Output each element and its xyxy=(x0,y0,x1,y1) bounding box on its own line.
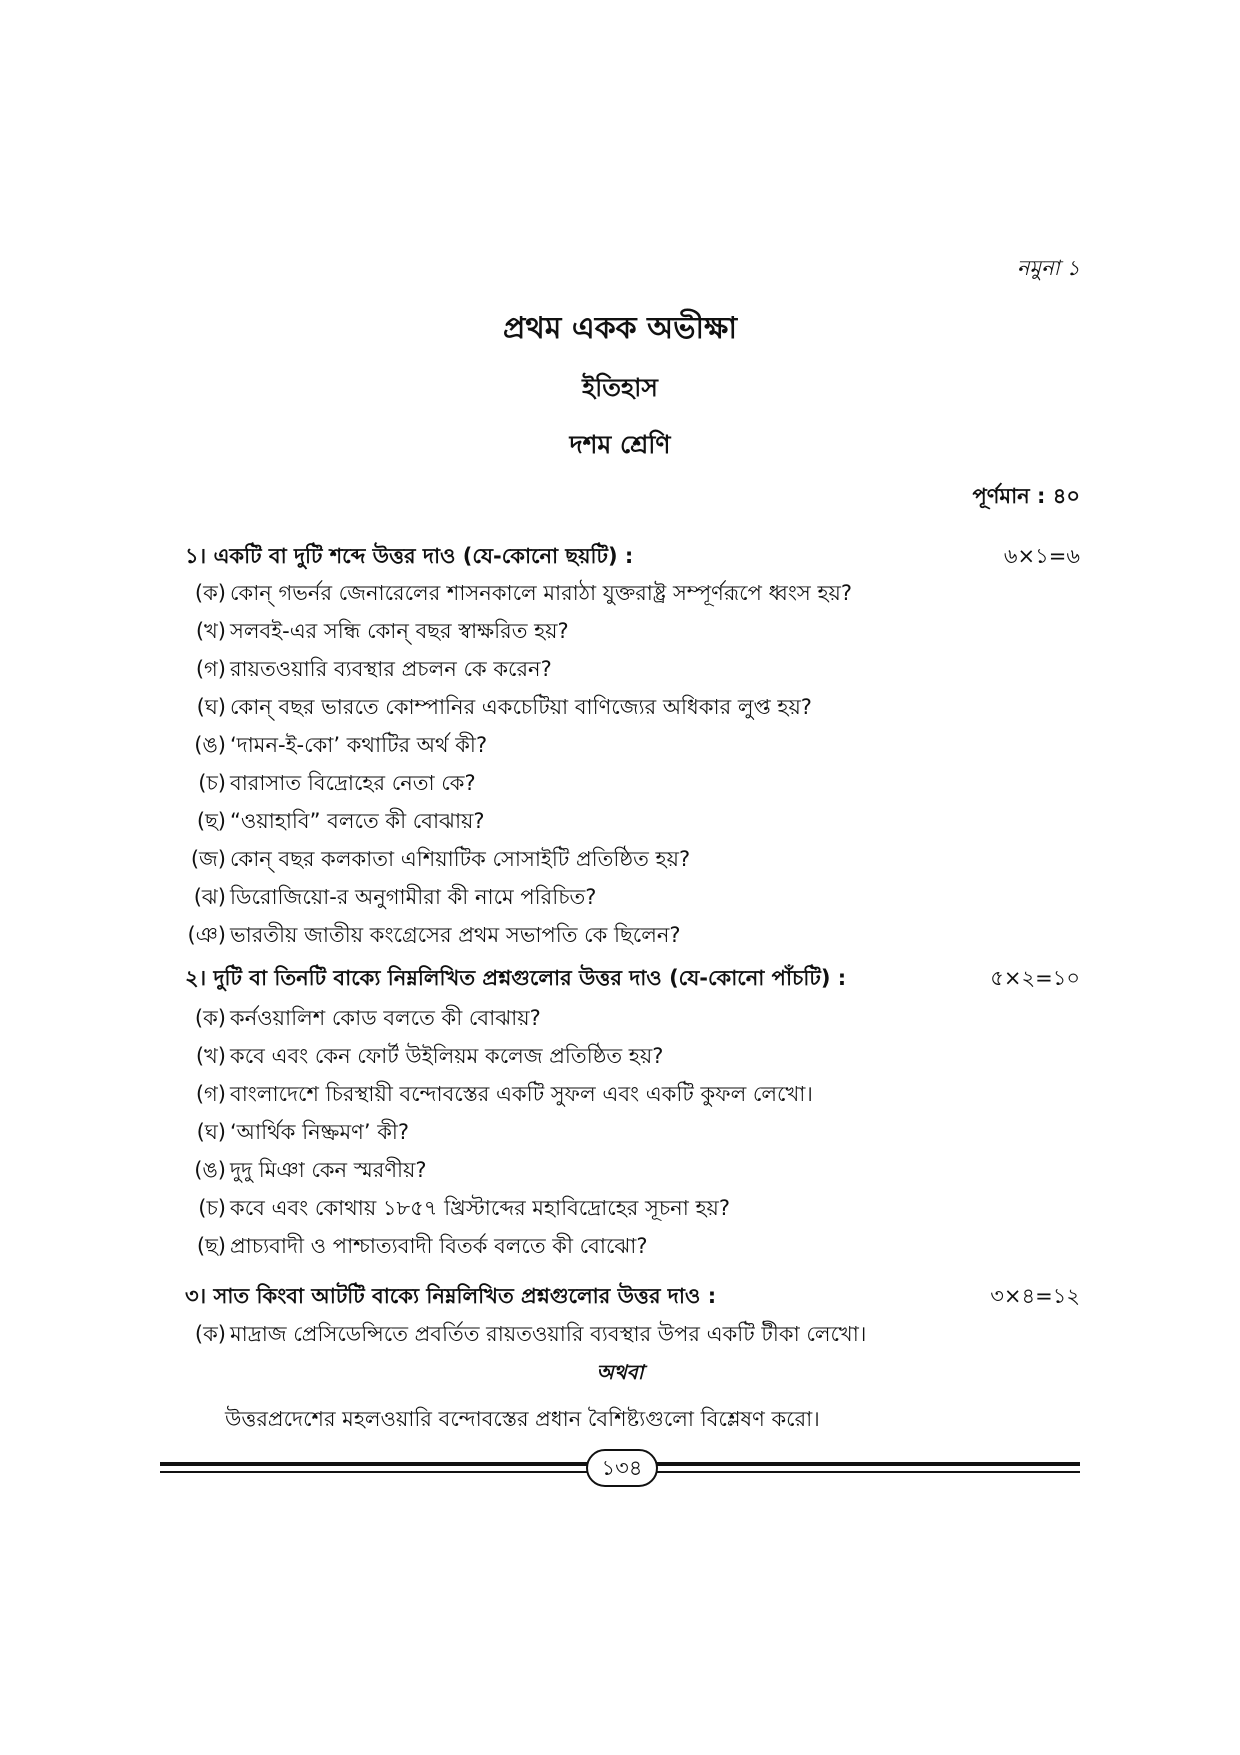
item-text: বারাসাত বিদ্রোহের নেতা কে? xyxy=(230,771,476,795)
item-label: (ঘ) xyxy=(196,1120,226,1144)
item-label: (গ) xyxy=(195,1082,226,1106)
item-text: ‘দামন-ই-কো’ কথাটির অর্থ কী? xyxy=(230,733,488,757)
question-heading-text: ২। দুটি বা তিনটি বাক্যে নিম্নলিখিত প্রশ্নগুলোর উত্তর দাও (যে-কোনো পাঁচটি) : xyxy=(185,966,847,990)
question-marks: ৬×১=৬ xyxy=(1003,544,1080,568)
item-text: “ওয়াহাবি” বলতে কী বোঝায়? xyxy=(230,809,485,833)
question-item xyxy=(170,729,1100,767)
question-item xyxy=(170,843,1100,881)
item-text: কবে এবং কোথায় ১৮৫৭ খ্রিস্টাব্দের মহাবিদ্রোহের সূচনা হয়? xyxy=(230,1196,731,1220)
item-text: ‘আর্থিক নিষ্ক্রমণ’ কী? xyxy=(230,1120,410,1144)
page-number: ১৩৪ xyxy=(586,1449,658,1487)
question-item xyxy=(170,919,1100,957)
item-text: বাংলাদেশে চিরস্থায়ী বন্দোবস্তের একটি সুফল এবং একটি কুফল লেখো। xyxy=(230,1082,813,1106)
question-item xyxy=(170,1230,1100,1268)
question-1-heading xyxy=(185,540,1080,575)
question-1-items xyxy=(170,577,1100,957)
item-label: (চ) xyxy=(198,1196,226,1220)
question-marks: ৩×৪=১২ xyxy=(990,1284,1080,1308)
question-item xyxy=(170,767,1100,805)
item-text: সলবই-এর সন্ধি কোন্ বছর স্বাক্ষরিত হয়? xyxy=(230,619,569,643)
item-text: কর্নওয়ালিশ কোড বলতে কী বোঝায়? xyxy=(230,1006,541,1030)
question-heading-text: ১। একটি বা দুটি শব্দে উত্তর দাও (যে-কোনো ছয়টি) : xyxy=(185,544,634,568)
question-marks: ৫×২=১০ xyxy=(990,966,1080,990)
question-heading-text: ৩। সাত কিংবা আটটি বাক্যে নিম্নলিখিত প্রশ্নগুলোর উত্তর দাও : xyxy=(185,1284,717,1308)
question-item xyxy=(170,653,1100,691)
item-label: (খ) xyxy=(195,619,226,643)
item-text: ডিরোজিয়ো-র অনুগামীরা কী নামে পরিচিত? xyxy=(230,885,597,909)
item-label: (ক) xyxy=(194,1006,226,1030)
question-item xyxy=(170,1040,1100,1078)
class-title: দশম শ্রেণি xyxy=(569,430,671,459)
item-label: (খ) xyxy=(195,1044,226,1068)
question-item xyxy=(170,577,1100,615)
item-text: দুদু মিঞা কেন স্মরণীয়? xyxy=(230,1158,427,1182)
question-3-heading xyxy=(185,1280,1080,1315)
sample-tag: নমুনা ১ xyxy=(1016,256,1080,280)
question-item xyxy=(170,615,1100,653)
or-question-text: উত্তরপ্রদেশের মহলওয়ারি বন্দোবস্তের প্রধান বৈশিষ্ট্যগুলো বিশ্লেষণ করো। xyxy=(225,1407,820,1431)
item-label: (ঙ) xyxy=(194,1158,226,1182)
question-item xyxy=(170,805,1100,843)
item-text: কোন্ বছর ভারতে কোম্পানির একচেটিয়া বাণিজ্যের অধিকার লুপ্ত হয়? xyxy=(230,695,812,719)
question-item xyxy=(170,1116,1100,1154)
question-item xyxy=(170,1154,1100,1192)
item-text: কোন্ গভর্নর জেনারেলের শাসনকালে মারাঠা যুক্তরাষ্ট্র সম্পূর্ণরূপে ধ্বংস হয়? xyxy=(230,581,852,605)
item-text: মাদ্রাজ প্রেসিডেন্সিতে প্রবর্তিত রায়তওয়ারি ব্যবস্থার উপর একটি টীকা লেখো। xyxy=(230,1322,867,1346)
or-label: অথবা xyxy=(596,1360,644,1384)
subject-title: ইতিহাস xyxy=(582,373,658,402)
exam-title: প্রথম একক অভীক্ষা xyxy=(502,311,738,346)
item-label: (গ) xyxy=(195,657,226,681)
question-2-items xyxy=(170,1002,1100,1268)
item-text: রায়তওয়ারি ব্যবস্থার প্রচলন কে করেন? xyxy=(230,657,552,681)
item-label: (ঞ) xyxy=(187,923,226,947)
item-text: কবে এবং কেন ফোর্ট উইলিয়ম কলেজ প্রতিষ্ঠিত হয়? xyxy=(230,1044,664,1068)
item-label: (ঝ) xyxy=(193,885,226,909)
item-text: প্রাচ্যবাদী ও পাশ্চাত্যবাদী বিতর্ক বলতে কী বোঝো? xyxy=(230,1234,648,1258)
item-label: (ঙ) xyxy=(194,733,226,757)
item-label: (চ) xyxy=(198,771,226,795)
question-item xyxy=(170,1318,1100,1356)
question-item xyxy=(170,691,1100,729)
question-item xyxy=(170,1192,1100,1230)
item-label: (জ) xyxy=(190,847,226,871)
full-marks: পূর্ণমান : ৪০ xyxy=(972,484,1080,508)
item-text: কোন্ বছর কলকাতা এশিয়াটিক সোসাইটি প্রতিষ্ঠিত হয়? xyxy=(230,847,691,871)
item-label: (ছ) xyxy=(196,809,226,833)
question-2-heading xyxy=(185,962,1080,997)
question-item xyxy=(170,1078,1100,1116)
item-label: (ক) xyxy=(194,1322,226,1346)
item-label: (ক) xyxy=(194,581,226,605)
question-item xyxy=(170,881,1100,919)
item-label: (ঘ) xyxy=(196,695,226,719)
question-3-items xyxy=(170,1318,1100,1356)
item-label: (ছ) xyxy=(196,1234,226,1258)
question-item xyxy=(170,1002,1100,1040)
item-text: ভারতীয় জাতীয় কংগ্রেসের প্রথম সভাপতি কে ছিলেন? xyxy=(230,923,681,947)
